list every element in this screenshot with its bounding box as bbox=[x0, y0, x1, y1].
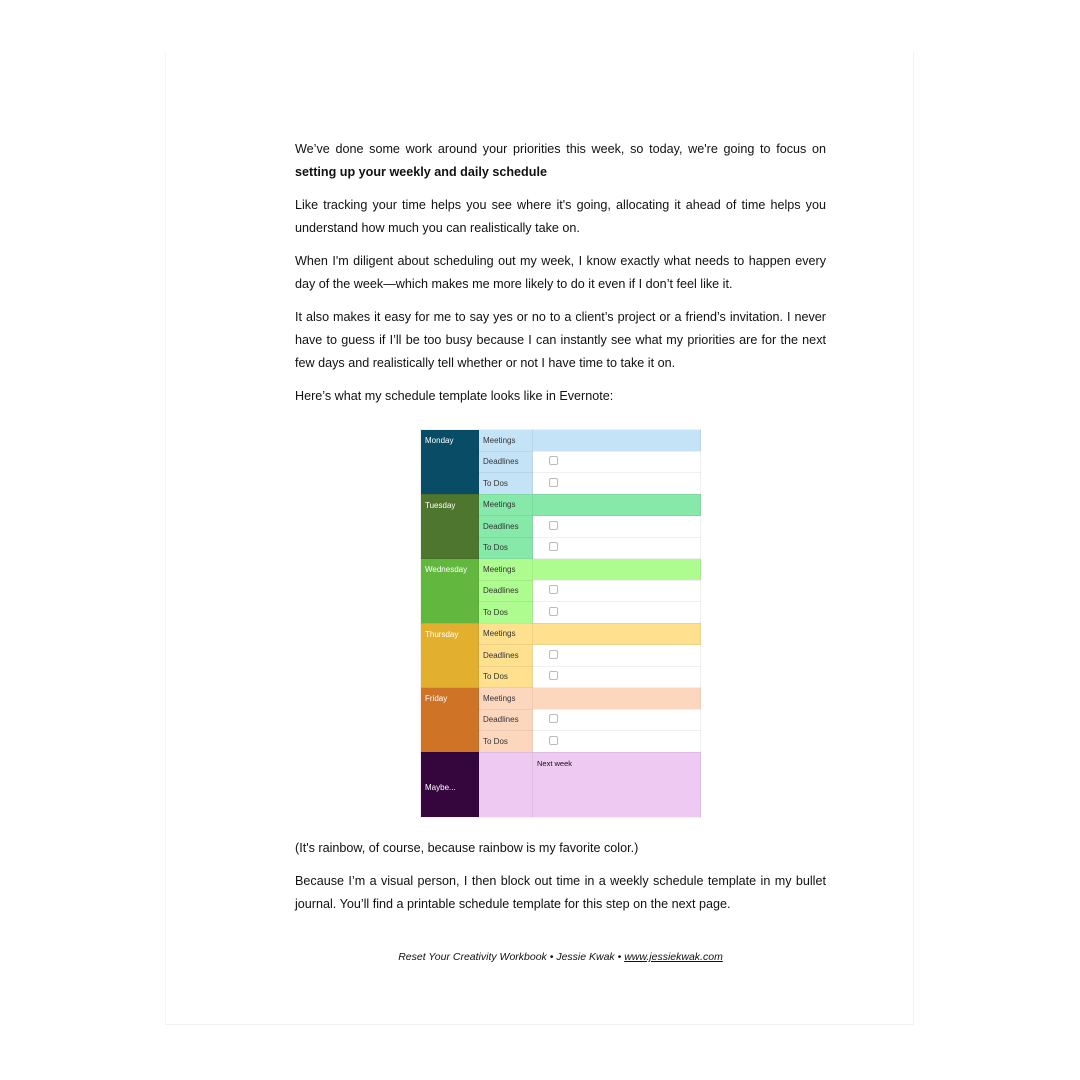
checkbox bbox=[549, 607, 558, 616]
paragraph-1 bbox=[295, 138, 826, 184]
schedule-template-image bbox=[420, 429, 701, 818]
checkbox bbox=[549, 650, 558, 659]
schedule-row bbox=[421, 623, 701, 645]
row-label: Deadlines bbox=[479, 451, 533, 473]
row-content bbox=[533, 645, 701, 667]
checkbox bbox=[549, 585, 558, 594]
paragraph-4: It also makes it easy for me to say yes or no to a client’s project or a friend’s invitation. I never have to guess if I’ll be too busy because I can instantly see what my priorities are for the next few days and realistically tell whether or not I have time to take it on. bbox=[295, 310, 826, 370]
text: We’ve done some work around your priorities this week, so today, we're going to focus on bbox=[295, 142, 826, 156]
page-footer bbox=[295, 951, 826, 963]
checkbox bbox=[549, 478, 558, 487]
row-label: To Dos bbox=[479, 537, 533, 559]
row-content bbox=[533, 602, 701, 624]
paragraph-6: (It's rainbow, of course, because rainbow is my favorite color.) bbox=[295, 841, 639, 855]
row-content bbox=[533, 580, 701, 602]
row-label: To Dos bbox=[479, 602, 533, 624]
paragraph-2: Like tracking your time helps you see where it's going, allocating it ahead of time helps you understand how much you can realistically take on. bbox=[295, 198, 826, 235]
row-content bbox=[533, 623, 701, 645]
row-content bbox=[533, 559, 701, 581]
paragraph-5: Here’s what my schedule template looks like in Evernote: bbox=[295, 389, 614, 403]
maybe-note: Next week bbox=[533, 752, 701, 817]
maybe-label: Maybe... bbox=[421, 752, 479, 817]
intro-text bbox=[295, 138, 826, 418]
row-content bbox=[533, 451, 701, 473]
checkbox bbox=[549, 521, 558, 530]
row-label: Deadlines bbox=[479, 645, 533, 667]
maybe-empty bbox=[479, 752, 533, 817]
row-label: To Dos bbox=[479, 666, 533, 688]
row-content bbox=[533, 666, 701, 688]
separator: • bbox=[614, 951, 625, 963]
row-label: To Dos bbox=[479, 731, 533, 753]
row-content bbox=[533, 516, 701, 538]
day-label: Friday bbox=[421, 688, 479, 753]
row-label: Meetings bbox=[479, 559, 533, 581]
day-label: Thursday bbox=[421, 623, 479, 688]
closing-text bbox=[295, 837, 826, 926]
footer-title: Reset Your Creativity Workbook bbox=[398, 951, 547, 963]
paragraph-3: When I'm diligent about scheduling out my week, I know exactly what needs to happen every day of the week—which makes me more likely to do it even if I don’t feel like it. bbox=[295, 254, 826, 291]
row-content bbox=[533, 494, 701, 516]
row-content bbox=[533, 709, 701, 731]
schedule-row bbox=[421, 688, 701, 710]
row-label: Deadlines bbox=[479, 516, 533, 538]
row-label: Meetings bbox=[479, 494, 533, 516]
day-label: Tuesday bbox=[421, 494, 479, 559]
row-label: Meetings bbox=[479, 623, 533, 645]
row-label: Meetings bbox=[479, 430, 533, 452]
footer-author: Jessie Kwak bbox=[556, 951, 615, 963]
row-label: Deadlines bbox=[479, 709, 533, 731]
maybe-row bbox=[421, 752, 701, 817]
checkbox bbox=[549, 456, 558, 465]
separator: • bbox=[546, 951, 557, 963]
row-label: Deadlines bbox=[479, 580, 533, 602]
row-label: Meetings bbox=[479, 688, 533, 710]
footer-link[interactable]: www.jessiekwak.com bbox=[624, 951, 723, 963]
checkbox bbox=[549, 671, 558, 680]
schedule-row bbox=[421, 494, 701, 516]
row-content bbox=[533, 473, 701, 495]
checkbox bbox=[549, 736, 558, 745]
row-content bbox=[533, 731, 701, 753]
row-content bbox=[533, 430, 701, 452]
paragraph-7: Because I’m a visual person, I then block out time in a weekly schedule template in my bullet journal. You’ll find a printable schedule template for this step on the next page. bbox=[295, 874, 826, 911]
row-content bbox=[533, 537, 701, 559]
day-label: Monday bbox=[421, 430, 479, 495]
checkbox bbox=[549, 542, 558, 551]
checkbox bbox=[549, 714, 558, 723]
row-label: To Dos bbox=[479, 473, 533, 495]
day-label: Wednesday bbox=[421, 559, 479, 624]
schedule-row bbox=[421, 559, 701, 581]
row-content bbox=[533, 688, 701, 710]
bold-text: setting up your weekly and daily schedule bbox=[295, 165, 547, 179]
schedule-row bbox=[421, 430, 701, 452]
